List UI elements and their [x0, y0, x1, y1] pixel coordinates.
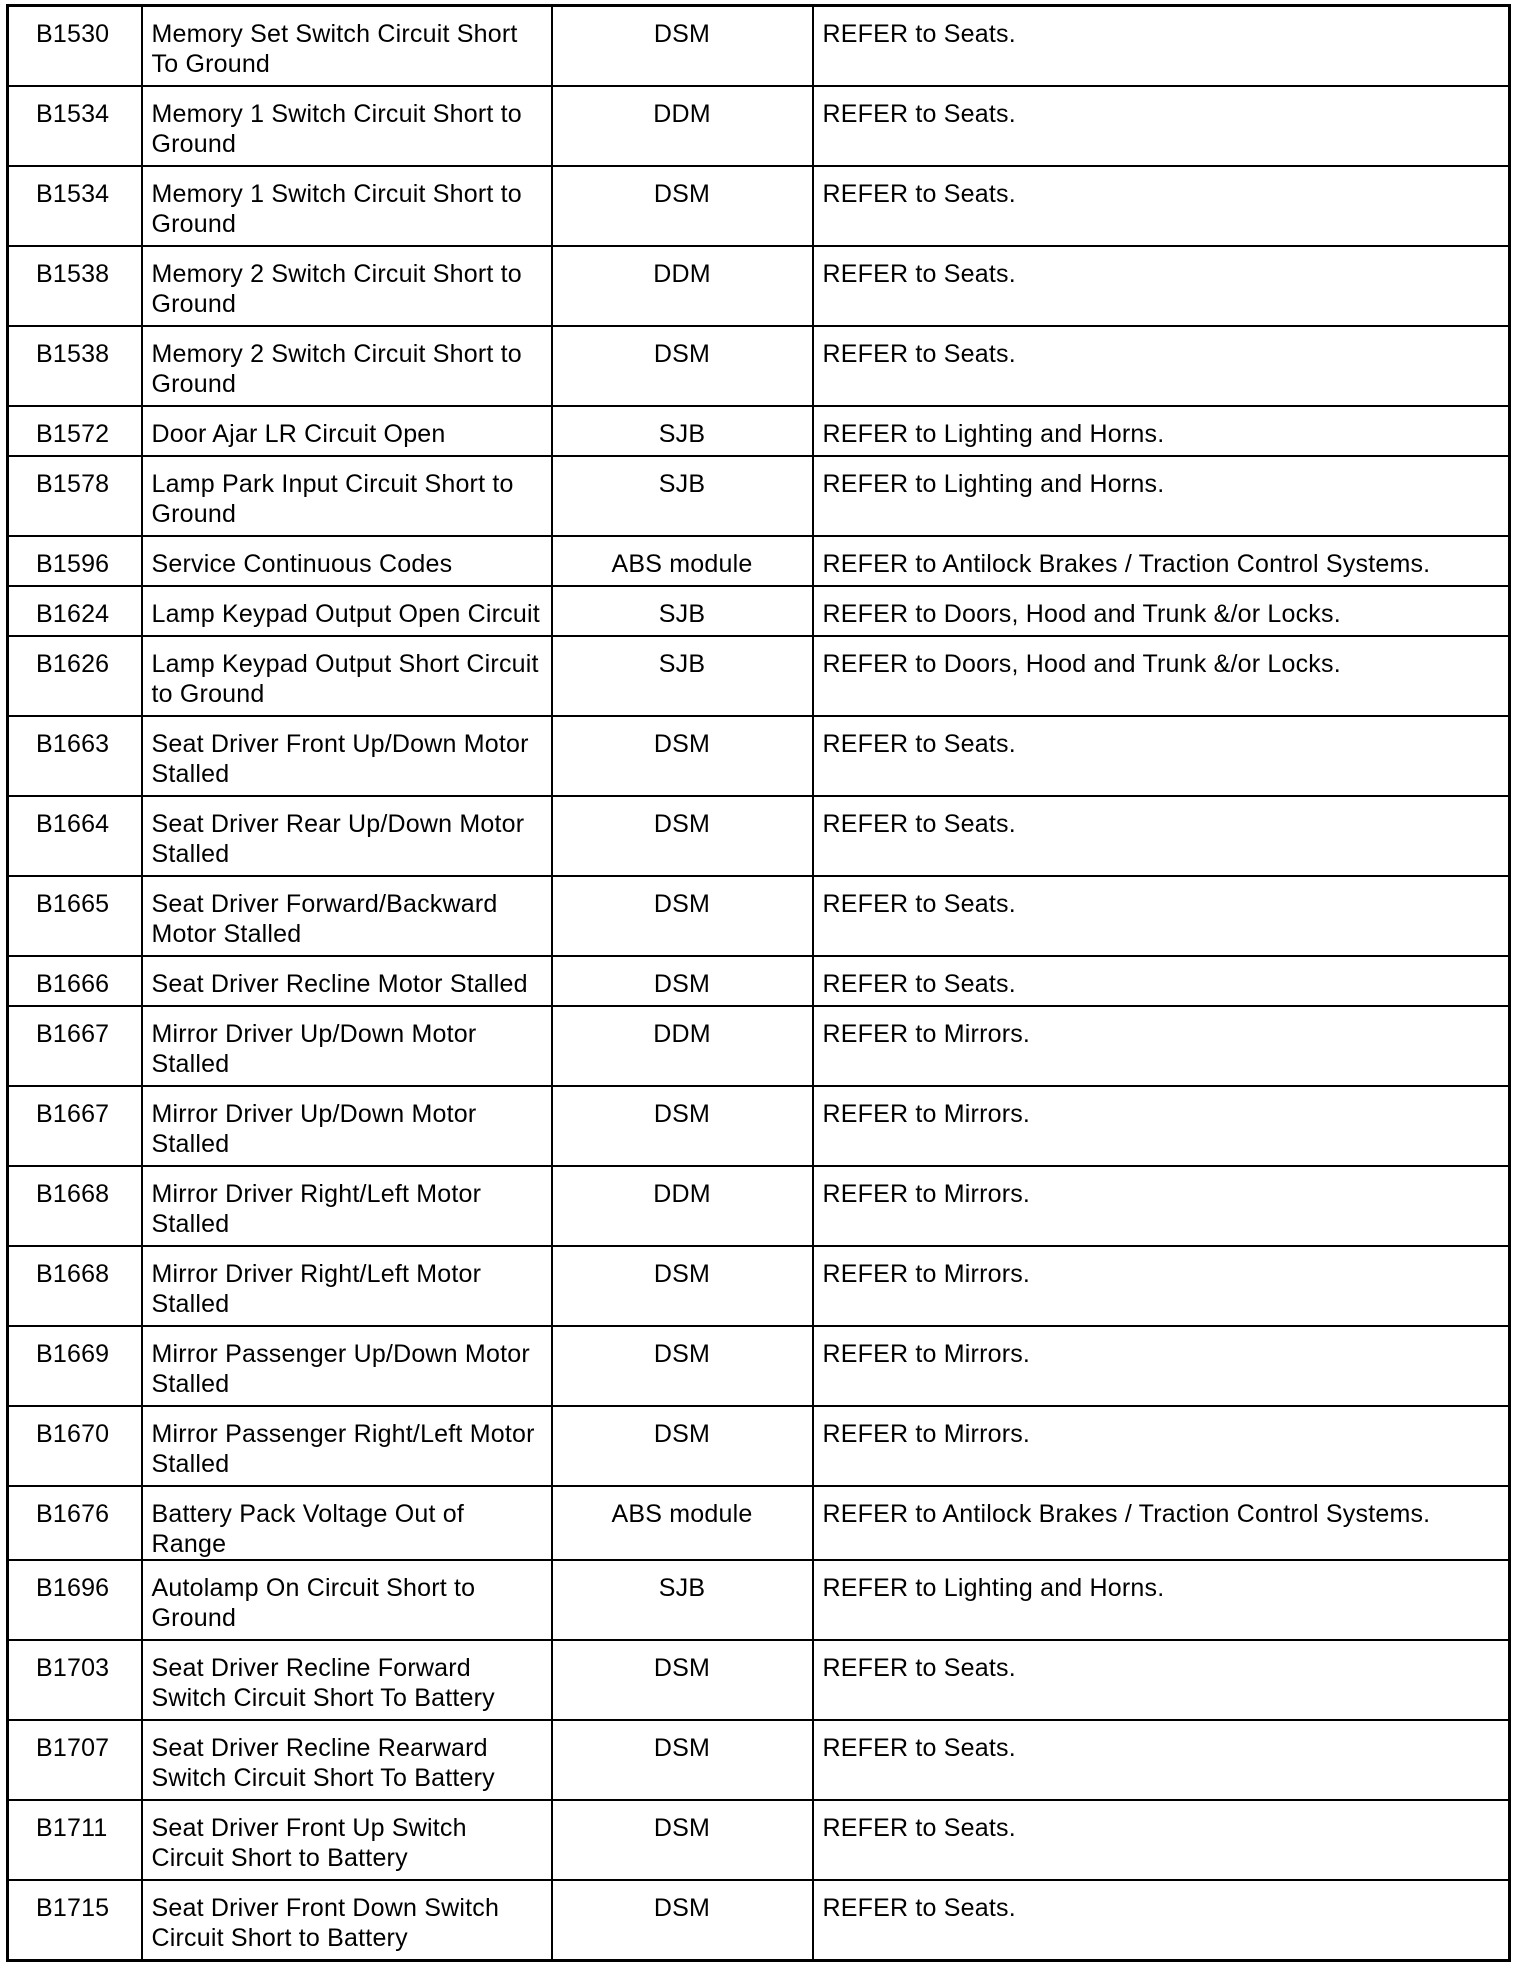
table-row — [8, 1560, 1510, 1640]
module-cell: DSM — [552, 1246, 813, 1326]
table-row — [8, 246, 1510, 326]
description-cell: Memory 2 Switch Circuit Short to Ground — [142, 246, 552, 326]
table-row — [8, 796, 1510, 876]
action-cell: REFER to Seats. — [813, 326, 1510, 406]
table-row — [8, 1006, 1510, 1086]
table-row — [8, 166, 1510, 246]
dtc-code-cell: B1668 — [8, 1246, 142, 1326]
description-cell: Mirror Passenger Up/Down Motor Stalled — [142, 1326, 552, 1406]
module-cell: SJB — [552, 586, 813, 636]
action-cell: REFER to Seats. — [813, 1800, 1510, 1880]
action-cell: REFER to Lighting and Horns. — [813, 456, 1510, 536]
description-cell: Memory Set Switch Circuit Short To Ground — [142, 6, 552, 87]
action-cell: REFER to Seats. — [813, 1880, 1510, 1961]
table-row — [8, 1640, 1510, 1720]
table-row — [8, 1326, 1510, 1406]
action-cell: REFER to Lighting and Horns. — [813, 1560, 1510, 1640]
table-row — [8, 716, 1510, 796]
action-cell: REFER to Mirrors. — [813, 1086, 1510, 1166]
dtc-code-cell: B1711 — [8, 1800, 142, 1880]
dtc-code-cell: B1538 — [8, 246, 142, 326]
description-cell: Seat Driver Recline Forward Switch Circuit Short To Battery — [142, 1640, 552, 1720]
description-cell: Mirror Driver Right/Left Motor Stalled — [142, 1246, 552, 1326]
module-cell: DSM — [552, 166, 813, 246]
action-cell: REFER to Mirrors. — [813, 1406, 1510, 1486]
table-row — [8, 456, 1510, 536]
action-cell: REFER to Doors, Hood and Trunk &/or Locks. — [813, 586, 1510, 636]
action-cell: REFER to Antilock Brakes / Traction Control Systems. — [813, 1486, 1510, 1560]
action-cell: REFER to Mirrors. — [813, 1006, 1510, 1086]
table-row — [8, 326, 1510, 406]
description-cell: Autolamp On Circuit Short to Ground — [142, 1560, 552, 1640]
dtc-code-cell: B1572 — [8, 406, 142, 456]
description-cell: Battery Pack Voltage Out of Range — [142, 1486, 552, 1560]
module-cell: DDM — [552, 86, 813, 166]
dtc-code-cell: B1707 — [8, 1720, 142, 1800]
description-cell: Lamp Park Input Circuit Short to Ground — [142, 456, 552, 536]
module-cell: DDM — [552, 1166, 813, 1246]
module-cell: SJB — [552, 636, 813, 716]
dtc-code-cell: B1626 — [8, 636, 142, 716]
description-cell: Seat Driver Front Up/Down Motor Stalled — [142, 716, 552, 796]
table-row — [8, 586, 1510, 636]
dtc-table-body — [8, 6, 1510, 1961]
table-row — [8, 86, 1510, 166]
table-row — [8, 876, 1510, 956]
dtc-code-cell: B1624 — [8, 586, 142, 636]
description-cell: Service Continuous Codes — [142, 536, 552, 586]
dtc-code-cell: B1578 — [8, 456, 142, 536]
module-cell: DSM — [552, 1086, 813, 1166]
module-cell: SJB — [552, 456, 813, 536]
description-cell: Memory 1 Switch Circuit Short to Ground — [142, 86, 552, 166]
dtc-code-cell: B1703 — [8, 1640, 142, 1720]
module-cell: DDM — [552, 1006, 813, 1086]
action-cell: REFER to Mirrors. — [813, 1166, 1510, 1246]
action-cell: REFER to Seats. — [813, 1640, 1510, 1720]
module-cell: DSM — [552, 876, 813, 956]
module-cell: DSM — [552, 1720, 813, 1800]
description-cell: Door Ajar LR Circuit Open — [142, 406, 552, 456]
description-cell: Lamp Keypad Output Short Circuit to Ground — [142, 636, 552, 716]
action-cell: REFER to Seats. — [813, 6, 1510, 87]
description-cell: Seat Driver Recline Motor Stalled — [142, 956, 552, 1006]
module-cell: DSM — [552, 956, 813, 1006]
module-cell: DSM — [552, 716, 813, 796]
dtc-code-cell: B1676 — [8, 1486, 142, 1560]
dtc-code-cell: B1667 — [8, 1006, 142, 1086]
dtc-code-cell: B1596 — [8, 536, 142, 586]
module-cell: ABS module — [552, 536, 813, 586]
module-cell: DSM — [552, 1800, 813, 1880]
module-cell: DDM — [552, 246, 813, 326]
table-row — [8, 1800, 1510, 1880]
table-row — [8, 406, 1510, 456]
description-cell: Mirror Passenger Right/Left Motor Stalled — [142, 1406, 552, 1486]
description-cell: Lamp Keypad Output Open Circuit — [142, 586, 552, 636]
table-row — [8, 1486, 1510, 1560]
dtc-code-cell: B1534 — [8, 86, 142, 166]
dtc-code-cell: B1664 — [8, 796, 142, 876]
dtc-table — [6, 4, 1511, 1962]
dtc-code-cell: B1665 — [8, 876, 142, 956]
module-cell: DSM — [552, 796, 813, 876]
table-row — [8, 636, 1510, 716]
description-cell: Mirror Driver Right/Left Motor Stalled — [142, 1166, 552, 1246]
table-row — [8, 1406, 1510, 1486]
action-cell: REFER to Seats. — [813, 86, 1510, 166]
table-row — [8, 1880, 1510, 1961]
action-cell: REFER to Seats. — [813, 716, 1510, 796]
dtc-code-cell: B1663 — [8, 716, 142, 796]
action-cell: REFER to Seats. — [813, 166, 1510, 246]
action-cell: REFER to Seats. — [813, 1720, 1510, 1800]
dtc-code-cell: B1666 — [8, 956, 142, 1006]
dtc-code-cell: B1669 — [8, 1326, 142, 1406]
action-cell: REFER to Doors, Hood and Trunk &/or Locks. — [813, 636, 1510, 716]
description-cell: Mirror Driver Up/Down Motor Stalled — [142, 1086, 552, 1166]
action-cell: REFER to Seats. — [813, 876, 1510, 956]
module-cell: DSM — [552, 1880, 813, 1961]
description-cell: Memory 2 Switch Circuit Short to Ground — [142, 326, 552, 406]
table-row — [8, 536, 1510, 586]
dtc-code-cell: B1534 — [8, 166, 142, 246]
description-cell: Seat Driver Front Up Switch Circuit Short to Battery — [142, 1800, 552, 1880]
table-row — [8, 6, 1510, 87]
description-cell: Seat Driver Recline Rearward Switch Circuit Short To Battery — [142, 1720, 552, 1800]
action-cell: REFER to Mirrors. — [813, 1246, 1510, 1326]
module-cell: DSM — [552, 326, 813, 406]
action-cell: REFER to Seats. — [813, 246, 1510, 326]
dtc-code-cell: B1668 — [8, 1166, 142, 1246]
module-cell: SJB — [552, 406, 813, 456]
description-cell: Seat Driver Rear Up/Down Motor Stalled — [142, 796, 552, 876]
action-cell: REFER to Antilock Brakes / Traction Control Systems. — [813, 536, 1510, 586]
action-cell: REFER to Mirrors. — [813, 1326, 1510, 1406]
module-cell: DSM — [552, 6, 813, 87]
module-cell: DSM — [552, 1406, 813, 1486]
dtc-code-cell: B1667 — [8, 1086, 142, 1166]
description-cell: Seat Driver Front Down Switch Circuit Short to Battery — [142, 1880, 552, 1961]
table-row — [8, 1166, 1510, 1246]
action-cell: REFER to Seats. — [813, 956, 1510, 1006]
table-row — [8, 1246, 1510, 1326]
action-cell: REFER to Seats. — [813, 796, 1510, 876]
description-cell: Seat Driver Forward/Backward Motor Stalled — [142, 876, 552, 956]
dtc-code-cell: B1538 — [8, 326, 142, 406]
dtc-code-cell: B1696 — [8, 1560, 142, 1640]
module-cell: DSM — [552, 1640, 813, 1720]
module-cell: ABS module — [552, 1486, 813, 1560]
dtc-code-cell: B1670 — [8, 1406, 142, 1486]
module-cell: DSM — [552, 1326, 813, 1406]
table-row — [8, 1720, 1510, 1800]
description-cell: Memory 1 Switch Circuit Short to Ground — [142, 166, 552, 246]
action-cell: REFER to Lighting and Horns. — [813, 406, 1510, 456]
table-row — [8, 956, 1510, 1006]
description-cell: Mirror Driver Up/Down Motor Stalled — [142, 1006, 552, 1086]
module-cell: SJB — [552, 1560, 813, 1640]
table-row — [8, 1086, 1510, 1166]
dtc-code-cell: B1530 — [8, 6, 142, 87]
dtc-code-cell: B1715 — [8, 1880, 142, 1961]
